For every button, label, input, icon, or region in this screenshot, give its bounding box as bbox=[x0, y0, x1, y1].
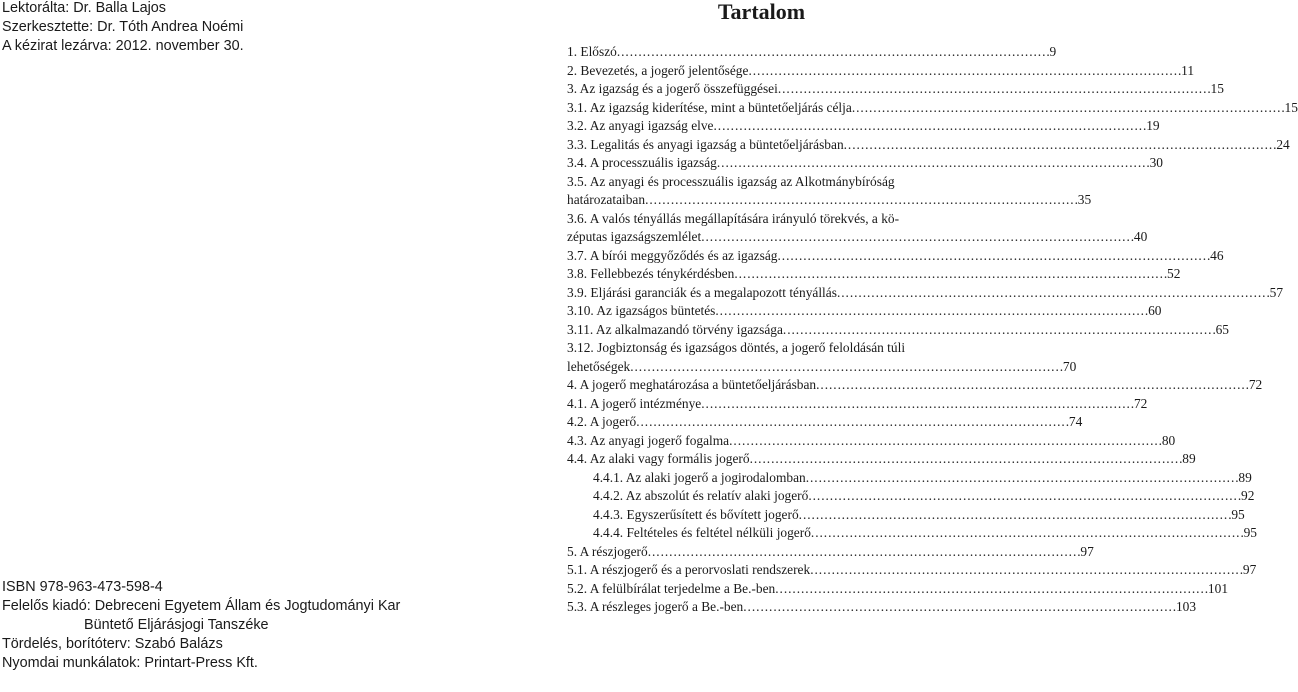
toc-entry-label: 5. A részjogerő bbox=[567, 543, 648, 559]
typesetting-line: Tördelés, borítóterv: Szabó Balázs bbox=[2, 636, 223, 652]
toc-entry-label: 2. Bevezetés, a jogerő jelentősége bbox=[567, 62, 749, 78]
toc-entry-page-number: 74 bbox=[1068, 414, 1083, 429]
toc-dot-leader bbox=[714, 117, 1146, 136]
toc-entry-page-number: 46 bbox=[1210, 247, 1224, 263]
toc-entry bbox=[567, 469, 1252, 488]
toc-entry-label: lehetőségek bbox=[567, 358, 631, 374]
toc-entry-page-number: 24 bbox=[1276, 136, 1290, 152]
toc-entry-label: 5.1. A részjogerő és a perorvoslati rendszerek bbox=[567, 562, 811, 577]
toc-entry-page-number: 30 bbox=[1149, 155, 1163, 170]
toc-entry bbox=[567, 413, 1083, 432]
toc-dot-leader bbox=[636, 413, 1068, 432]
toc-entry bbox=[567, 598, 1197, 617]
toc-entry-label: 3.1. Az igazság kiderítése, mint a büntetőeljárás célja bbox=[567, 99, 852, 115]
printing-line: Nyomdai munkálatok: Printart-Press Kft. bbox=[2, 655, 258, 671]
toc-entry-page-number: 101 bbox=[1207, 580, 1229, 596]
toc-entry bbox=[567, 506, 1245, 525]
toc-dot-leader bbox=[748, 62, 1180, 81]
toc-entry bbox=[567, 524, 1257, 543]
toc-entry-label: 3.8. Fellebbezés ténykérdésben bbox=[567, 266, 735, 281]
toc-entry-label: 3.9. Eljárási garanciák és a megalapozott tényállás bbox=[567, 284, 837, 300]
toc-entry-label: határozataiban bbox=[567, 192, 646, 207]
toc-list bbox=[567, 43, 1298, 617]
toc-entry-label: 1. Előszó bbox=[567, 44, 617, 59]
toc-dot-leader bbox=[729, 432, 1161, 451]
toc-entry-page-number: 103 bbox=[1175, 599, 1197, 614]
toc-entry-label: 4.1. A jogerő intézménye bbox=[567, 395, 702, 411]
isbn-line: ISBN 978-963-473-598-4 bbox=[2, 579, 163, 595]
toc-dot-leader bbox=[783, 321, 1215, 340]
publisher-line: Felelős kiadó: Debreceni Egyetem Állam és Jogtudományi Kar bbox=[2, 598, 401, 614]
toc-entry bbox=[567, 376, 1263, 395]
toc-dot-leader bbox=[715, 302, 1147, 321]
toc-entry-wrapped-line: 3.5. Az anyagi és processzuális igazság az Alkotmánybíróság bbox=[567, 173, 895, 189]
toc-dot-leader bbox=[743, 598, 1175, 617]
toc-entry bbox=[567, 80, 1224, 99]
toc-entry-label: 4.3. Az anyagi jogerő fogalma bbox=[567, 432, 730, 448]
toc-dot-leader bbox=[717, 154, 1149, 173]
toc-entry-label: 4.4.1. Az alaki jogerő a jogirodalomban bbox=[593, 469, 806, 485]
toc-dot-leader bbox=[810, 561, 1242, 580]
toc-entry-page-number: 92 bbox=[1241, 488, 1255, 503]
toc-entry-label: 4.4.4. Feltételes és feltétel nélküli jogerő bbox=[593, 525, 811, 540]
toc-entry-page-number: 60 bbox=[1148, 303, 1162, 318]
toc-entry bbox=[567, 117, 1160, 136]
toc-entry-label: 3. Az igazság és a jogerő összefüggései bbox=[567, 81, 778, 96]
toc-dot-leader bbox=[799, 506, 1231, 525]
toc-entry-label: 4.2. A jogerő bbox=[567, 414, 637, 429]
toc-entry bbox=[567, 62, 1195, 81]
toc-entry-page-number: 95 bbox=[1231, 506, 1245, 522]
toc-entry bbox=[567, 543, 1094, 562]
toc-dot-leader bbox=[775, 580, 1207, 599]
toc-entry bbox=[567, 395, 1148, 414]
toc-entry-label: 3.3. Legalitás és anyagi igazság a büntetőeljárásban bbox=[567, 136, 844, 152]
toc-entry-wrapped-line: 3.6. A valós tényállás megállapítására irányuló törekvés, a kö- bbox=[567, 210, 900, 226]
toc-entry bbox=[567, 432, 1176, 451]
toc-dot-leader bbox=[777, 247, 1209, 266]
toc-entry bbox=[567, 358, 1077, 377]
credits-block bbox=[2, 0, 244, 56]
toc-entry-page-number: 52 bbox=[1167, 266, 1181, 281]
toc-entry-label: 5.3. A részleges jogerő a Be.-ben bbox=[567, 599, 744, 614]
toc-entry-label: 4. A jogerő meghatározása a büntetőeljárásban bbox=[567, 377, 817, 392]
contents-page bbox=[567, 0, 1298, 692]
toc-entry-label: zéputas igazságszemlélet bbox=[567, 229, 702, 244]
toc-dot-leader bbox=[811, 524, 1243, 543]
toc-dot-leader bbox=[808, 487, 1240, 506]
toc-entry-page-number: 80 bbox=[1161, 432, 1176, 448]
toc-entry bbox=[567, 580, 1229, 599]
toc-entry bbox=[567, 136, 1290, 155]
toc-dot-leader bbox=[617, 43, 1049, 62]
toc-entry-label: 3.4. A processzuális igazság bbox=[567, 155, 717, 170]
toc-title: Tartalom bbox=[717, 0, 806, 24]
toc-entry-page-number: 15 bbox=[1210, 81, 1224, 96]
toc-entry-page-number: 97 bbox=[1242, 562, 1257, 577]
toc-entry bbox=[567, 284, 1284, 303]
toc-entry-page-number: 35 bbox=[1077, 192, 1092, 207]
toc-entry-page-number: 70 bbox=[1062, 358, 1077, 374]
toc-dot-leader bbox=[837, 284, 1269, 303]
toc-dot-leader bbox=[701, 395, 1133, 414]
toc-dot-leader bbox=[734, 265, 1166, 284]
toc-entry bbox=[567, 321, 1229, 340]
toc-dot-leader bbox=[844, 136, 1276, 155]
toc-entry-page-number: 15 bbox=[1284, 99, 1298, 115]
toc-entry-label: 4.4. Az alaki vagy formális jogerő bbox=[567, 451, 750, 466]
toc-entry-page-number: 9 bbox=[1049, 44, 1057, 59]
toc-entry-label: 5.2. A felülbírálat terjedelme a Be.-ben bbox=[567, 580, 776, 596]
toc-entry-label: 4.4.3. Egyszerűsített és bővített jogerő bbox=[593, 506, 799, 522]
reviewer-line: Lektorálta: Dr. Balla Lajos bbox=[2, 0, 166, 16]
toc-entry bbox=[567, 154, 1163, 173]
toc-entry bbox=[567, 561, 1257, 580]
toc-dot-leader bbox=[701, 228, 1133, 247]
toc-entry-label: 3.10. Az igazságos büntetés bbox=[567, 303, 716, 318]
toc-entry bbox=[567, 450, 1196, 469]
toc-entry-wrapped-line: 3.12. Jogbiztonság és igazságos döntés, a jogerő feloldásán túli bbox=[567, 340, 906, 355]
toc-entry bbox=[567, 247, 1224, 266]
toc-entry-page-number: 72 bbox=[1133, 395, 1148, 411]
toc-entry-label: 3.7. A bírói meggyőződés és az igazság bbox=[567, 247, 778, 263]
imprint-block bbox=[2, 578, 400, 673]
toc-entry-page-number: 57 bbox=[1269, 284, 1284, 300]
toc-entry-page-number: 97 bbox=[1080, 543, 1094, 559]
imprint-page bbox=[0, 0, 470, 692]
toc-entry bbox=[567, 302, 1162, 321]
toc-entry bbox=[567, 265, 1181, 284]
publisher-department-line: Büntető Eljárásjogi Tanszéke bbox=[84, 617, 269, 633]
editor-line: Szerkesztette: Dr. Tóth Andrea Noémi bbox=[2, 19, 244, 35]
toc-dot-leader bbox=[852, 99, 1284, 118]
toc-entry-page-number: 95 bbox=[1243, 525, 1257, 540]
toc-dot-leader bbox=[816, 376, 1248, 395]
toc-dot-leader bbox=[778, 80, 1210, 99]
toc-dot-leader bbox=[806, 469, 1238, 488]
toc-entry-page-number: 89 bbox=[1182, 451, 1196, 466]
toc-entry-page-number: 89 bbox=[1238, 469, 1252, 485]
toc-entry-label: 3.2. Az anyagi igazság elve bbox=[567, 118, 714, 133]
toc-entry-page-number: 65 bbox=[1215, 321, 1229, 337]
manuscript-closed-line: A kézirat lezárva: 2012. november 30. bbox=[2, 38, 244, 54]
toc-entry-page-number: 72 bbox=[1248, 377, 1263, 392]
toc-entry-page-number: 11 bbox=[1181, 62, 1195, 78]
toc-entry-page-number: 19 bbox=[1146, 118, 1160, 133]
toc-dot-leader bbox=[630, 358, 1062, 377]
toc-entry-page-number: 40 bbox=[1133, 229, 1148, 244]
toc-entry bbox=[567, 228, 1148, 247]
toc-dot-leader bbox=[750, 450, 1182, 469]
toc-entry-label: 3.11. Az alkalmazandó törvény igazsága bbox=[567, 321, 783, 337]
toc-entry bbox=[567, 43, 1057, 62]
toc-dot-leader bbox=[648, 543, 1080, 562]
toc-entry bbox=[567, 487, 1255, 506]
toc-entry-label: 4.4.2. Az abszolút és relatív alaki jogerő bbox=[593, 488, 809, 503]
toc-dot-leader bbox=[645, 191, 1077, 210]
toc-entry bbox=[567, 191, 1092, 210]
toc-entry bbox=[567, 99, 1298, 118]
